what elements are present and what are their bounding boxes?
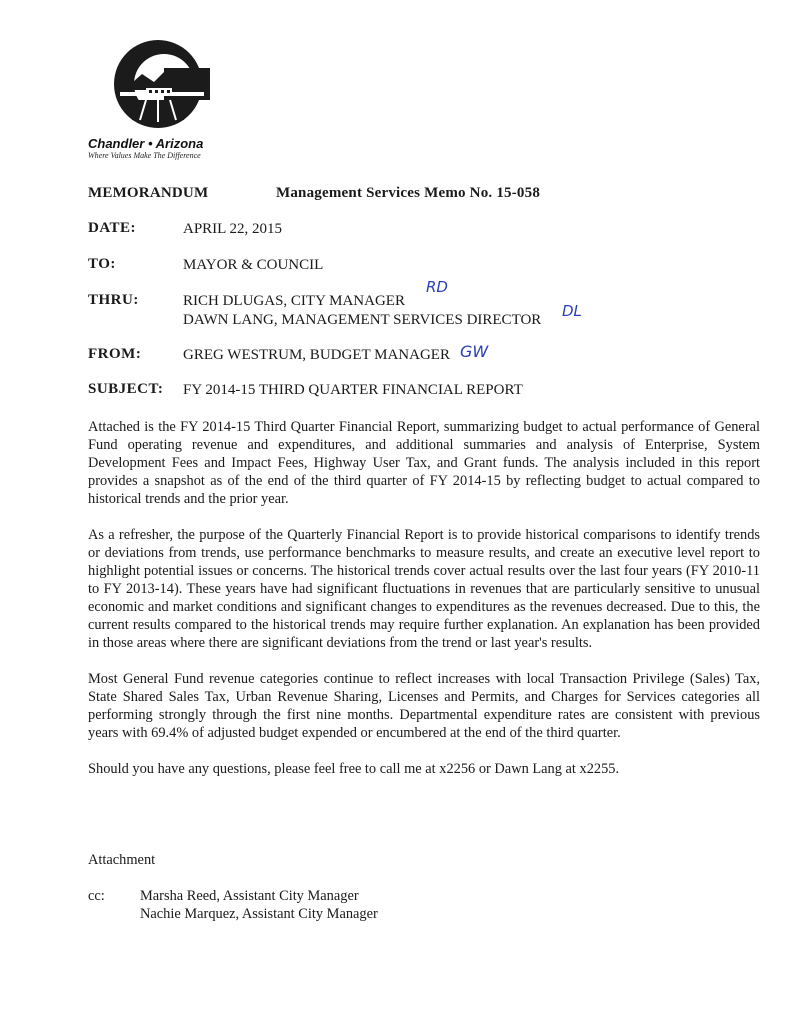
from-label: FROM: [88,346,142,362]
to-value: MAYOR & COUNCIL [183,257,324,273]
memo-body [88,418,760,796]
body-paragraph-2: As a refresher, the purpose of the Quarterly Financial Report is to provide historical comparisons to identify trends or deviations from trends, use performance benchmarks to measure results, and create an executive level report to highlight potential issues or concerns. The historical trends cover actual results over the last four years (FY 2010-11 to FY 2013-14). These years have had significant fluctuations in revenues that are particularly sensitive to unusual economic and market conditions and significant changes to expenditures as the revenues decreased. Due to this, the current results compared to the historical trends may require further explanation. An explanation has been provided in those areas where there are significant deviations from the trend or last year's results. [88,527,760,651]
subject-label: SUBJECT: [88,381,164,397]
body-paragraph-3: Most General Fund revenue categories continue to reflect increases with local Transaction Privilege (Sales) Tax, State Shared Sales Tax, Urban Revenue Sharing, Licenses and Permits, and Charges for Services categories all performing strongly through the first nine months. Departmental expenditure rates are consistent with previous years with 69.4% of adjusted budget expended or encumbered at the end of the third quarter. [88,671,760,741]
handwritten-initials-gw: GW [460,342,489,361]
thru-value [183,292,541,330]
handwritten-initials-dl: DL [562,302,582,320]
chandler-logo-icon [106,38,210,130]
from-value: GREG WESTRUM, BUDGET MANAGER [183,347,450,363]
cc-recipient-2: Nachie Marquez, Assistant City Manager [140,906,378,922]
thru-label: THRU: [88,292,139,308]
date-label: DATE: [88,220,137,236]
city-logo [88,38,238,160]
subject-value: FY 2014-15 THIRD QUARTER FINANCIAL REPORT [183,382,523,398]
memo-header [88,185,541,202]
body-paragraph-1: Attached is the FY 2014-15 Third Quarter Financial Report, summarizing budget to actual performance of General Fund operating revenue and expenditures, and additional summaries and analysis of Enterprise, System Development Fees and Impact Fees, Highway User Tax, and Grant funds. The analysis included in this report provides a snapshot as of the end of the third quarter of FY 2014-15 by reflecting budget to actual compared to historical trends and the prior year. [88,419,760,507]
date-value: APRIL 22, 2015 [183,221,283,237]
memo-number: Management Services Memo No. 15-058 [276,185,541,201]
to-label: TO: [88,256,116,272]
attachment-note: Attachment [88,852,156,868]
thru-line-1: RICH DLUGAS, CITY MANAGER [183,293,405,309]
body-paragraph-4: Should you have any questions, please feel free to call me at x2256 or Dawn Lang at x2255. [88,761,620,777]
logo-tagline: Where Values Make The Difference [88,151,201,160]
logo-city-name: Chandler • Arizona [88,136,204,151]
cc-recipient-1: Marsha Reed, Assistant City Manager [140,888,359,904]
memo-heading: MEMORANDUM [88,185,209,201]
cc-label: cc: [88,888,105,904]
cc-recipients [140,887,378,923]
thru-line-2: DAWN LANG, MANAGEMENT SERVICES DIRECTOR [183,312,542,328]
handwritten-initials-rd: RD [426,278,448,296]
